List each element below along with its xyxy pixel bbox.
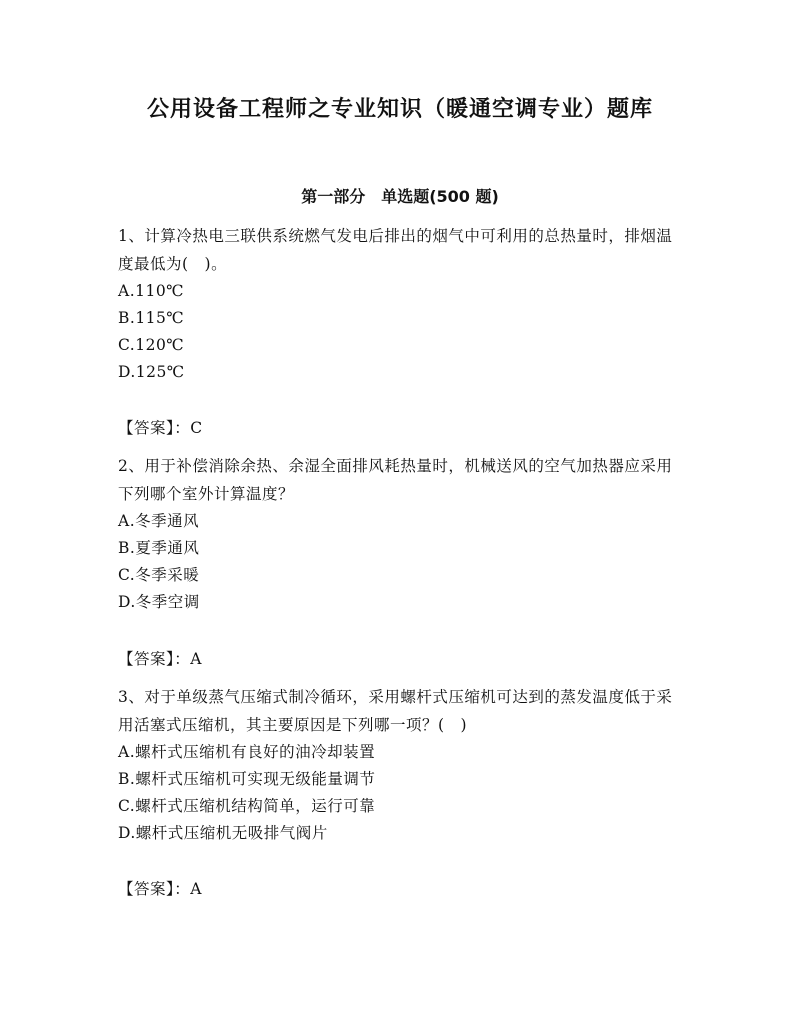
answer-label: 【答案】： — [118, 419, 191, 437]
option-a: A.冬季通风 — [118, 512, 200, 530]
question-stem: 2、用于补偿消除余热、余湿全面排风耗热量时，机械送风的空气加热器应采用下列哪个室外计算温度？ — [118, 457, 673, 503]
question-3 — [118, 683, 688, 847]
section-title: 第一部分 单选题(500 题) — [301, 187, 499, 206]
option-b: B.115℃ — [118, 309, 185, 327]
option-d: D.冬季空调 — [118, 593, 200, 611]
option-c: C.螺杆式压缩机结构简单，运行可靠 — [118, 797, 376, 815]
answer-label: 【答案】： — [118, 650, 191, 668]
question-2 — [118, 452, 688, 616]
option-a: A.110℃ — [118, 282, 185, 300]
answer-value: A — [190, 650, 202, 668]
option-a: A.螺杆式压缩机有良好的油冷却装置 — [118, 743, 376, 761]
document-title: 公用设备工程师之专业知识（暖通空调专业）题库 — [146, 97, 653, 122]
question-1 — [118, 222, 688, 386]
answer-3 — [118, 877, 202, 899]
question-stem: 1、计算冷热电三联供系统燃气发电后排出的烟气中可利用的总热量时，排烟温度最低为( )。 — [118, 227, 673, 273]
option-b: B.螺杆式压缩机可实现无级能量调节 — [118, 770, 376, 788]
answer-value: A — [190, 880, 202, 898]
answer-1 — [118, 416, 203, 438]
answer-label: 【答案】： — [118, 880, 191, 898]
option-b: B.夏季通风 — [118, 539, 200, 557]
option-d: D.螺杆式压缩机无吸排气阀片 — [118, 824, 328, 842]
answer-value: C — [190, 419, 203, 437]
answer-2 — [118, 647, 202, 669]
question-stem: 3、对于单级蒸气压缩式制冷循环，采用螺杆式压缩机可达到的蒸发温度低于采用活塞式压缩机，其主要原因是下列哪一项？( ) — [118, 688, 673, 734]
option-c: C.冬季采暖 — [118, 566, 200, 584]
option-c: C.120℃ — [118, 336, 185, 354]
option-d: D.125℃ — [118, 363, 185, 381]
